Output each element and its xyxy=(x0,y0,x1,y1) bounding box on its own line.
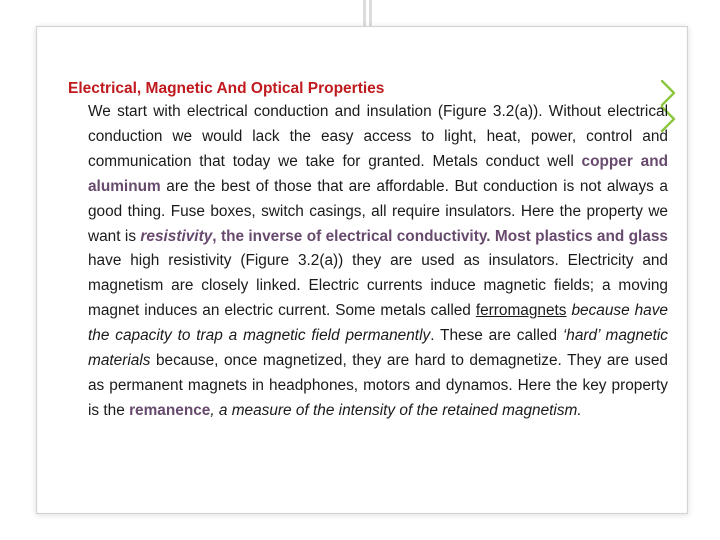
italic-remanence-definition: , a measure of the intensity of the retained magnetism. xyxy=(210,401,582,419)
highlight-copper-aluminum: copper and aluminum xyxy=(88,152,668,195)
italic-hard-magnetic: ‘hard’ magnetic materials xyxy=(88,327,668,370)
text-s4: . These are called xyxy=(430,327,563,345)
highlight-inverse-conductivity: , the inverse of electrical conductivity. Most plastics and glass xyxy=(212,227,668,245)
italic-because: because have the capacity to trap a magnetic field permanently xyxy=(88,302,668,345)
term-ferromagnets: ferromagnets xyxy=(475,302,567,320)
slide-heading: Electrical, Magnetic And Optical Properties xyxy=(68,80,385,97)
text-s2: are the best of those that are affordable. But conduction is not always a good thing. Fuse boxes, switch casings, all require insulators. Here the property we want is xyxy=(88,177,668,245)
body-paragraph xyxy=(88,100,668,424)
slide-content xyxy=(68,78,670,424)
text-s5: because, once magnetized, they are hard to demagnetize. They are used as permanent magnets in headphones, motors and dynamos. Here the key property is the xyxy=(88,352,668,419)
text-s3: have high resistivity (Figure 3.2(a)) they are used as insulators. Electricity and magnetism are closely linked. Electric currents induce magnetic fields; a moving magnet induces an electric current. Some metals called xyxy=(88,252,668,320)
highlight-remanence: remanence xyxy=(129,401,211,419)
highlight-resistivity: resistivity xyxy=(140,227,213,245)
text-s1: We start with electrical conduction and insulation (Figure 3.2(a)). Without electrical conduction we would lack the easy access to light, heat, power, control and communication that today we take for granted. Metals conduct well xyxy=(88,103,668,170)
